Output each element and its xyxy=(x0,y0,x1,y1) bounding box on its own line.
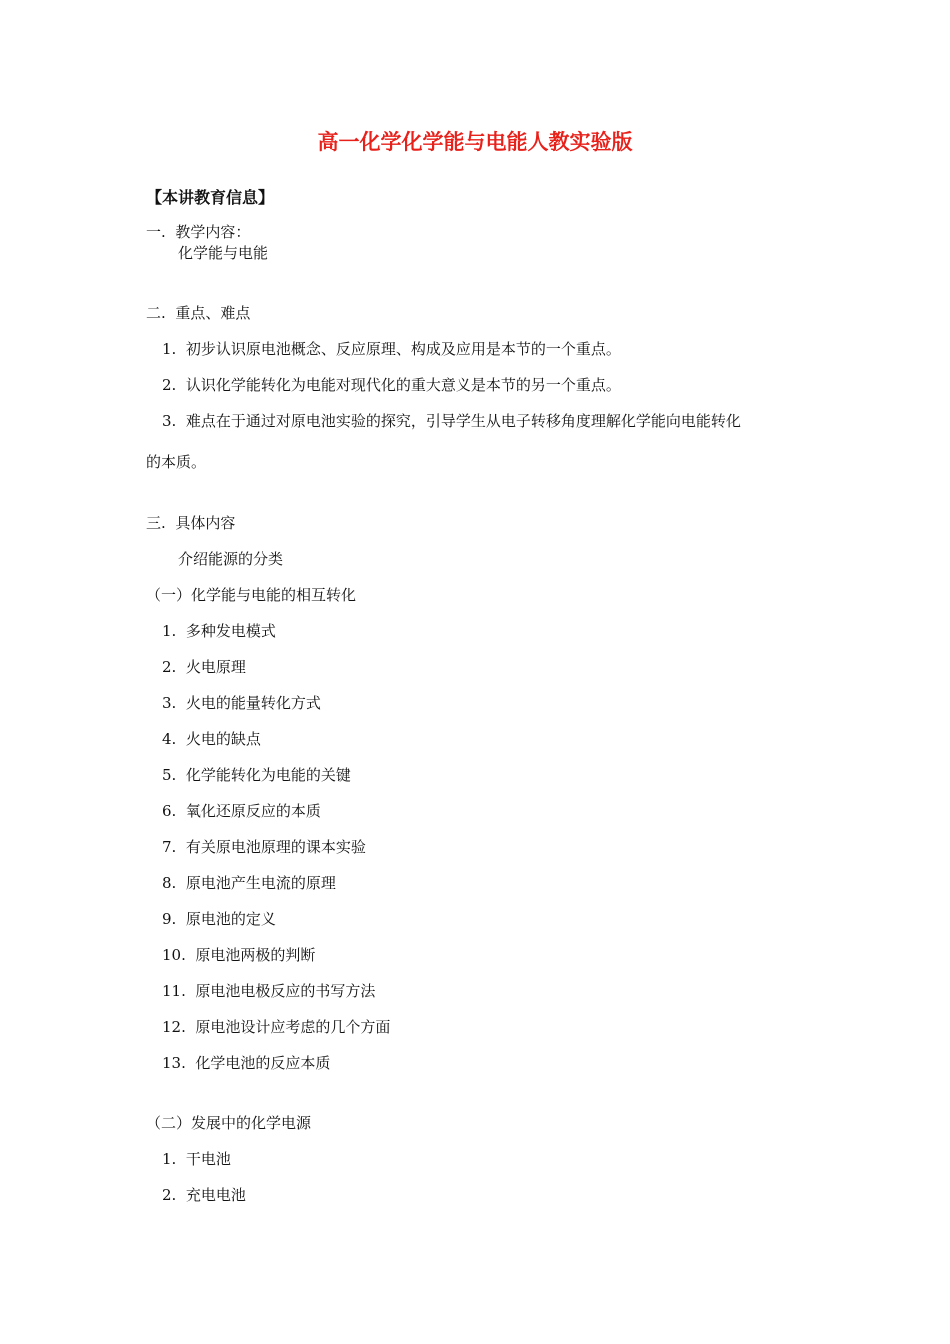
list-item-continuation: 的本质。 xyxy=(146,453,207,471)
list-item: 1. 干电池 xyxy=(162,1150,231,1168)
document-title: 高一化学化学能与电能人教实验版 xyxy=(317,130,633,154)
list-item: 11. 原电池电极反应的书写方法 xyxy=(162,982,376,1000)
list-item: 2. 火电原理 xyxy=(162,658,246,676)
list-item: 3. 火电的能量转化方式 xyxy=(162,694,321,712)
list-item: 2. 认识化学能转化为电能对现代化的重大意义是本节的另一个重点。 xyxy=(162,376,621,394)
list-item: 5. 化学能转化为电能的关键 xyxy=(162,766,351,784)
section-1-content: 化学能与电能 xyxy=(178,244,269,262)
section-1-label: 一. xyxy=(146,223,166,241)
section-2-label: 二. xyxy=(146,304,166,322)
list-item: 4. 火电的缺点 xyxy=(162,730,261,748)
section-3-intro: 介绍能源的分类 xyxy=(178,550,284,568)
list-item: 3. 难点在于通过对原电池实验的探究，引导学生从电子转移角度理解化学能向电能转化 xyxy=(162,412,741,430)
list-item: 13. 化学电池的反应本质 xyxy=(162,1054,331,1072)
section-2-heading xyxy=(146,303,250,323)
list-item: 1. 多种发电模式 xyxy=(162,622,276,640)
section-1-heading xyxy=(146,222,250,242)
list-item: 9. 原电池的定义 xyxy=(162,910,276,928)
info-heading: 【本讲教育信息】 xyxy=(146,188,275,207)
subsection-1-heading: （一）化学能与电能的相互转化 xyxy=(146,586,357,604)
list-item: 10. 原电池两极的判断 xyxy=(162,946,316,964)
list-item: 8. 原电池产生电流的原理 xyxy=(162,874,336,892)
section-1-title: 教学内容： xyxy=(175,223,251,241)
list-item: 6. 氧化还原反应的本质 xyxy=(162,802,321,820)
subsection-2-heading: （二）发展中的化学电源 xyxy=(146,1114,312,1132)
list-item: 7. 有关原电池原理的课本实验 xyxy=(162,838,366,856)
list-item: 1. 初步认识原电池概念、反应原理、构成及应用是本节的一个重点。 xyxy=(162,340,621,358)
list-item: 12. 原电池设计应考虑的几个方面 xyxy=(162,1018,391,1036)
section-3-label: 三. xyxy=(146,514,166,532)
list-item: 2. 充电电池 xyxy=(162,1186,246,1204)
section-3-title: 具体内容 xyxy=(175,514,236,532)
section-2-title: 重点、难点 xyxy=(175,304,251,322)
section-3-heading xyxy=(146,513,235,533)
